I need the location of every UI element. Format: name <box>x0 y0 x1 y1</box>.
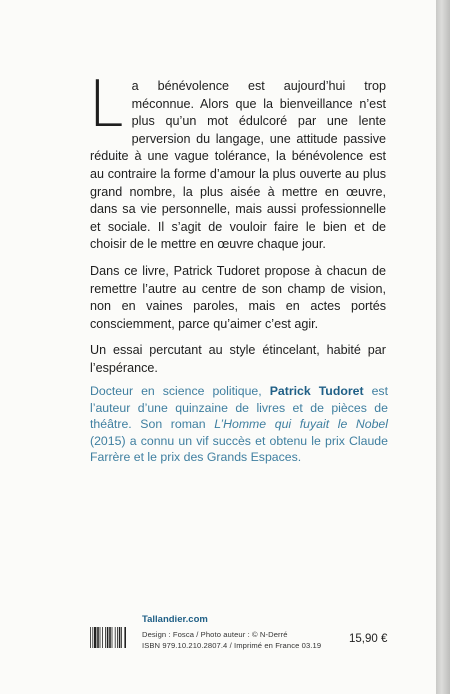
barcode-bar <box>94 627 96 648</box>
barcode-bar <box>92 627 93 648</box>
author-bio-text <box>90 383 388 466</box>
barcode-bar <box>105 627 106 648</box>
barcode-bar <box>107 627 109 648</box>
publisher-url[interactable]: Tallandier.com <box>142 614 208 625</box>
barcode-bar <box>115 627 116 648</box>
author-name: Patrick Tudoret <box>269 384 364 398</box>
price: 15,90 € <box>349 633 388 645</box>
bio-tail: (2015) a connu un vif succès et obtenu le prix Claude Farrère et le prix des Grands Espaces. <box>90 433 388 465</box>
barcode-bar <box>100 627 101 648</box>
barcode-bar <box>121 627 122 648</box>
barcode-graphic <box>89 626 139 649</box>
intro-paragraph-1-text: a bénévolence est aujourd’hui trop méconnue. Alors que la bienveillance n’est plus qu’un mot édulcoré par une lente perversion du langage, une attitude passive réduite à une vague tolérance, la bénévolence est au contraire la forme d’amour la plus ouverte au plus grand nombre, la plus aisée à mettre en œuvre, dans sa vie personnelle, mais aussi professionnelle et sociale. Il s’agit de vouloir faire le bien et de choisir de le mettre en œuvre chaque jour. <box>90 79 386 252</box>
author-bio <box>90 383 388 466</box>
isbn-line: ISBN 979.10.210.2807.4 / Imprimé en France 03.19 <box>142 641 322 650</box>
intro-paragraph-3: Un essai percutant au style étincelant, habité par l’espérance. <box>90 343 386 375</box>
credits <box>142 629 321 651</box>
barcode <box>89 626 139 649</box>
intro-paragraph-1 <box>88 68 386 254</box>
intro-text <box>88 68 386 387</box>
barcode-bar <box>90 627 91 648</box>
intro-paragraph-2: Dans ce livre, Patrick Tudoret propose à chacun de remettre l’autre au centre de son champ de vision, non en vaines paroles, mais en actes portés consciemment, parce qu’aimer c’est agir. <box>90 263 386 331</box>
barcode-bar <box>97 627 99 648</box>
barcode-bar <box>119 627 121 648</box>
barcode-bar <box>124 627 126 648</box>
design-credits: Design : Fosca / Photo auteur : © N-Derré <box>142 630 288 639</box>
barcode-bar <box>112 627 113 648</box>
bio-lead: Docteur en science politique, <box>90 384 270 398</box>
barcode-bar <box>117 627 118 648</box>
drop-cap: L <box>88 68 124 142</box>
barcode-bar <box>102 627 103 648</box>
spine-edge <box>436 0 450 694</box>
novel-title: L’Homme qui fuyait le Nobel <box>214 417 388 432</box>
barcode-bar <box>109 627 111 648</box>
bio-mid: est l’auteur d’une quinzaine de livres et de pièces de théâtre. Son roman <box>90 384 388 432</box>
